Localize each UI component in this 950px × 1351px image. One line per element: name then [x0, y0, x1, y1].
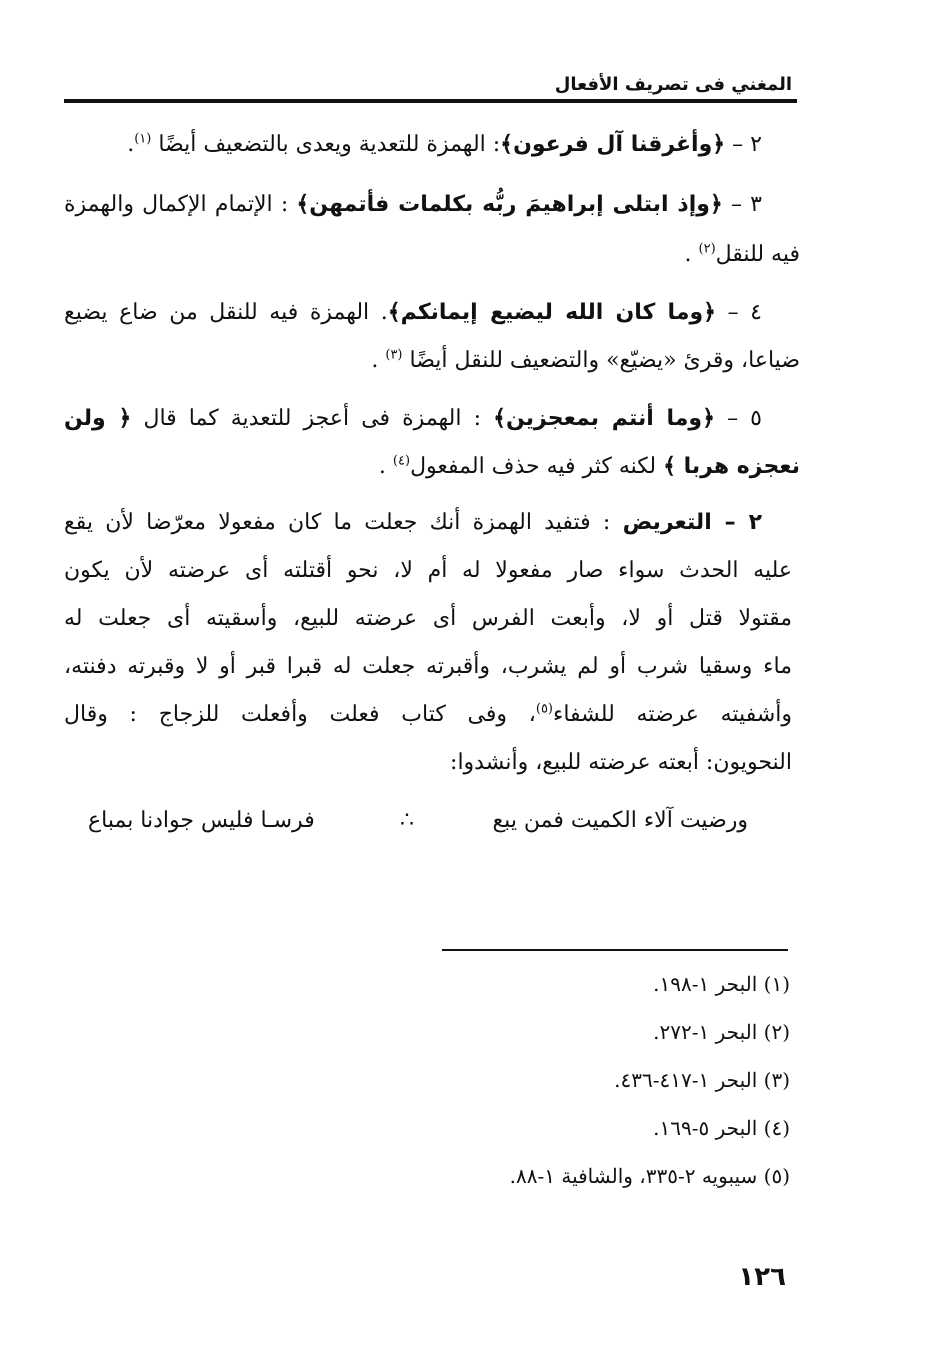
body-text: . الهمزة فيه للنقل من ضاع يضيع — [64, 300, 388, 325]
body-text: : فتفيد الهمزة أنك جعلت ما كان مفعولا معرّضا لأن يقع — [64, 510, 623, 535]
item-number: ٢ – — [725, 132, 762, 157]
quran-quote: ﴿وأغرقنا آل فرعون﴾ — [500, 132, 726, 157]
body-text: وأشفيته عرضته للشفاء — [553, 702, 792, 727]
footnote-ref: (٤) — [392, 453, 411, 469]
verse-second-hemistich: فرسـا فليس جوادنا بمباع — [88, 808, 315, 833]
paragraph-line — [379, 452, 800, 482]
paragraph-line: مقتولا قتل أو لا، وأبعت الفرس أى عرضته للبيع، وأسقيته أى جعلت له — [64, 606, 792, 631]
running-header-title: المغني فى تصريف الأفعال — [554, 74, 792, 95]
footnote-ref: (١) — [134, 131, 152, 147]
paragraph-line: ماء وسقيا شرب أو لم يشرب، وأقبرته جعلت له قبرا قبر أو لا وقبرته دفنته، — [64, 654, 792, 679]
body-text: . — [684, 242, 699, 267]
footnote-ref: (٥) — [535, 701, 553, 717]
paragraph-line — [64, 298, 762, 328]
footnote: (٥) سيبويه ٢-٣٣٥، والشافية ١-٨٨. — [509, 1164, 790, 1188]
body-text: لكنه كثر فيه حذف المفعول — [410, 454, 664, 479]
body-text: . — [371, 348, 386, 373]
page-number: ١٢٦ — [738, 1262, 786, 1292]
verse-separator: ∴ — [400, 808, 414, 833]
paragraph-line — [64, 190, 762, 220]
header-rule — [64, 99, 797, 103]
item-number: ٥ – — [714, 406, 762, 431]
quran-quote: ﴿وإذ ابتلى إبراهيمَ ربُّه بكلمات فأتمهن﴾ — [296, 192, 723, 217]
paragraph-line: النحويون: أبعته عرضته للبيع، وأنشدوا: — [450, 750, 792, 775]
verse-first-hemistich: ورضيت آلاء الكميت فمن يبع — [492, 808, 748, 833]
body-text: : الهمزة للتعدية ويعدى بالتضعيف أيضًا — [151, 132, 501, 157]
footnote: (٣) البحر ١-٤١٧-٤٣٦. — [614, 1068, 790, 1092]
body-text: ، وفى كتاب فعلت وأفعلت للزجاج : وقال — [64, 702, 536, 727]
quran-quote: ﴿وما كان الله ليضيع إيمانكم﴾ — [387, 300, 717, 325]
paragraph-line — [64, 404, 762, 434]
footnote-rule — [442, 949, 788, 951]
paragraph-line — [685, 240, 801, 270]
paragraph-line — [64, 700, 792, 730]
item-number: ٣ – — [722, 192, 762, 217]
item-number: ٤ – — [716, 300, 762, 325]
paragraph-line — [371, 346, 800, 376]
footnote-ref: (٣) — [385, 347, 403, 363]
quran-quote: نعجزه هربا ﴾ — [663, 454, 800, 479]
body-text: : الإتمام الإكمال والهمزة — [64, 192, 297, 217]
paragraph-line: عليه الحدث سواء صار مفعولا له أم لا، نحو أقتلته أى عرضته لأن يكون — [64, 558, 792, 583]
section-heading: ٢ – التعريض — [622, 510, 762, 535]
quran-quote: ﴿وما أنتم بمعجزين﴾ — [493, 406, 715, 431]
quran-quote: ﴿ ولن — [64, 406, 132, 431]
footnote: (٢) البحر ١-٢٧٢. — [653, 1020, 790, 1044]
footnote: (٤) البحر ٥-١٦٩. — [653, 1116, 790, 1140]
body-text: . — [378, 454, 393, 479]
body-text: . — [127, 132, 135, 157]
footnote: (١) البحر ١-١٩٨. — [653, 972, 790, 996]
paragraph-line — [127, 130, 762, 160]
footnote-ref: (٢) — [698, 241, 716, 257]
poetry-verse — [88, 806, 748, 836]
body-text: : الهمزة فى أعجز للتعدية كما قال — [131, 406, 494, 431]
paragraph-line — [64, 508, 762, 538]
body-text: فيه للنقل — [715, 242, 800, 267]
body-text: ضياعا، وقرئ «يضيّع» والتضعيف للنقل أيضًا — [402, 348, 800, 373]
